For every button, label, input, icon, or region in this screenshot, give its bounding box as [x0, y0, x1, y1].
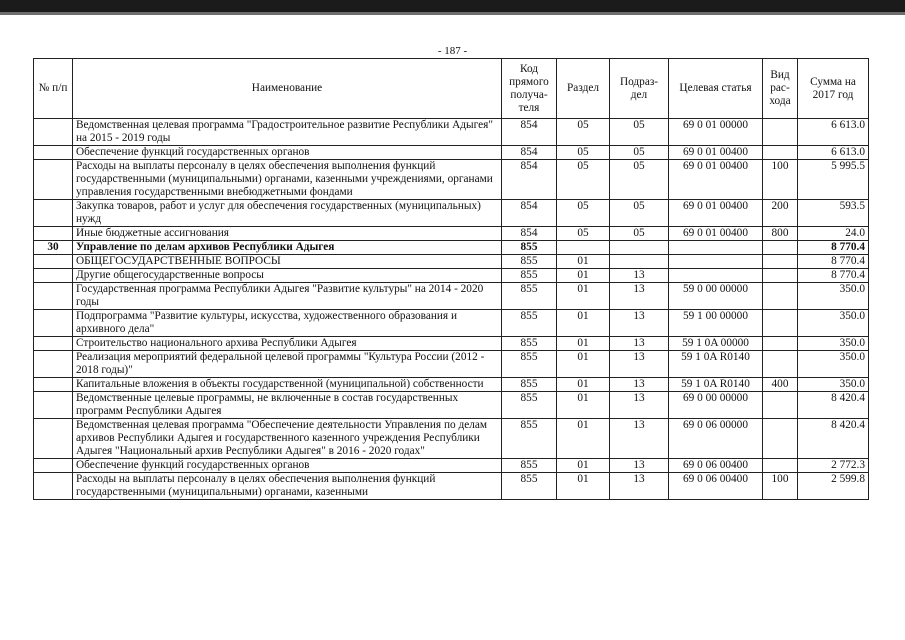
- cell-section: 05: [557, 146, 610, 160]
- cell-num: [34, 473, 73, 500]
- table-row: [34, 378, 869, 392]
- cell-sum: 350.0: [798, 310, 869, 337]
- cell-section: 01: [557, 283, 610, 310]
- cell-code: 854: [502, 200, 557, 227]
- cell-name: Государственная программа Республики Адыгея "Развитие культуры" на 2014 - 2020 годы: [73, 283, 502, 310]
- cell-code: 854: [502, 146, 557, 160]
- cell-code: 854: [502, 119, 557, 146]
- cell-type: [763, 241, 798, 255]
- cell-subsection: 13: [610, 283, 669, 310]
- cell-article: [669, 255, 763, 269]
- table-row: [34, 241, 869, 255]
- cell-section: 05: [557, 200, 610, 227]
- cell-num: [34, 146, 73, 160]
- cell-article: 59 1 00 00000: [669, 310, 763, 337]
- budget-table: [33, 58, 869, 500]
- cell-name: Обеспечение функций государственных органов: [73, 146, 502, 160]
- cell-article: 69 0 01 00400: [669, 200, 763, 227]
- cell-article: 69 0 06 00400: [669, 473, 763, 500]
- cell-subsection: 13: [610, 310, 669, 337]
- cell-subsection: [610, 255, 669, 269]
- table-row: [34, 269, 869, 283]
- cell-subsection: 05: [610, 200, 669, 227]
- cell-subsection: 13: [610, 351, 669, 378]
- cell-section: 05: [557, 119, 610, 146]
- cell-article: 59 1 0A 00000: [669, 337, 763, 351]
- cell-section: 05: [557, 227, 610, 241]
- cell-article: 69 0 00 00000: [669, 392, 763, 419]
- cell-code: 855: [502, 269, 557, 283]
- table-row: [34, 419, 869, 459]
- cell-name: Ведомственная целевая программа "Градостроительное развитие Республики Адыгея" на 2015 - 2019 годы: [73, 119, 502, 146]
- cell-type: [763, 255, 798, 269]
- cell-num: [34, 337, 73, 351]
- cell-type: 200: [763, 200, 798, 227]
- cell-subsection: 05: [610, 119, 669, 146]
- cell-type: 800: [763, 227, 798, 241]
- cell-type: [763, 351, 798, 378]
- cell-code: 855: [502, 310, 557, 337]
- cell-subsection: 13: [610, 269, 669, 283]
- header-type: Вид рас-хода: [763, 59, 798, 119]
- table-row: [34, 119, 869, 146]
- cell-type: 100: [763, 160, 798, 200]
- header-section: Раздел: [557, 59, 610, 119]
- cell-num: 30: [34, 241, 73, 255]
- cell-article: 59 0 00 00000: [669, 283, 763, 310]
- cell-section: 01: [557, 419, 610, 459]
- cell-code: 855: [502, 283, 557, 310]
- cell-article: 69 0 01 00400: [669, 160, 763, 200]
- table-row: [34, 283, 869, 310]
- header-num: № п/п: [34, 59, 73, 119]
- table-row: [34, 392, 869, 419]
- cell-name: Расходы на выплаты персоналу в целях обеспечения выполнения функций государственными (муниципальными) органами, казенными: [73, 473, 502, 500]
- cell-section: 01: [557, 473, 610, 500]
- cell-article: 59 1 0A R0140: [669, 351, 763, 378]
- cell-name: Ведомственные целевые программы, не включенные в состав государственных программ Республики Адыгея: [73, 392, 502, 419]
- cell-name: Иные бюджетные ассигнования: [73, 227, 502, 241]
- cell-name: Закупка товаров, работ и услуг для обеспечения государственных (муниципальных) нужд: [73, 200, 502, 227]
- cell-type: [763, 419, 798, 459]
- cell-num: [34, 269, 73, 283]
- cell-article: 69 0 01 00400: [669, 146, 763, 160]
- cell-sum: 6 613.0: [798, 146, 869, 160]
- cell-sum: 2 599.8: [798, 473, 869, 500]
- cell-section: 01: [557, 459, 610, 473]
- cell-sum: 6 613.0: [798, 119, 869, 146]
- cell-type: 400: [763, 378, 798, 392]
- cell-code: 855: [502, 419, 557, 459]
- cell-code: 855: [502, 337, 557, 351]
- cell-sum: 350.0: [798, 283, 869, 310]
- cell-section: 01: [557, 269, 610, 283]
- cell-type: [763, 337, 798, 351]
- cell-code: 855: [502, 378, 557, 392]
- cell-section: [557, 241, 610, 255]
- cell-name: Расходы на выплаты персоналу в целях обеспечения выполнения функций государственными (муниципальными) органами, казенными учреждениями, органами управления государственными внебюджетными фондами: [73, 160, 502, 200]
- cell-sum: 8 420.4: [798, 419, 869, 459]
- table-row: [34, 351, 869, 378]
- cell-sum: 8 770.4: [798, 269, 869, 283]
- cell-name: Подпрограмма "Развитие культуры, искусства, художественного образования и архивного дела": [73, 310, 502, 337]
- table-row: [34, 337, 869, 351]
- cell-subsection: 13: [610, 392, 669, 419]
- cell-type: [763, 283, 798, 310]
- cell-article: 69 0 06 00400: [669, 459, 763, 473]
- cell-subsection: [610, 241, 669, 255]
- cell-sum: 350.0: [798, 351, 869, 378]
- cell-num: [34, 119, 73, 146]
- cell-sum: 593.5: [798, 200, 869, 227]
- cell-article: 59 1 0A R0140: [669, 378, 763, 392]
- cell-sum: 350.0: [798, 378, 869, 392]
- cell-sum: 5 995.5: [798, 160, 869, 200]
- cell-code: 855: [502, 255, 557, 269]
- cell-num: [34, 283, 73, 310]
- cell-type: 100: [763, 473, 798, 500]
- cell-code: 855: [502, 459, 557, 473]
- cell-subsection: 05: [610, 146, 669, 160]
- cell-name: Капитальные вложения в объекты государственной (муниципальной) собственности: [73, 378, 502, 392]
- cell-num: [34, 227, 73, 241]
- cell-type: [763, 269, 798, 283]
- page-number: - 187 -: [437, 45, 468, 57]
- cell-sum: 350.0: [798, 337, 869, 351]
- cell-sum: 8 770.4: [798, 241, 869, 255]
- cell-subsection: 05: [610, 160, 669, 200]
- cell-name: Другие общегосударственные вопросы: [73, 269, 502, 283]
- cell-subsection: 13: [610, 473, 669, 500]
- cell-article: 69 0 01 00000: [669, 119, 763, 146]
- cell-code: 855: [502, 473, 557, 500]
- table-row: [34, 146, 869, 160]
- cell-code: 854: [502, 160, 557, 200]
- cell-type: [763, 119, 798, 146]
- cell-section: 01: [557, 392, 610, 419]
- table-row: [34, 310, 869, 337]
- table-row: [34, 255, 869, 269]
- table-row: [34, 459, 869, 473]
- cell-subsection: 05: [610, 227, 669, 241]
- cell-name: Управление по делам архивов Республики Адыгея: [73, 241, 502, 255]
- cell-name: Ведомственная целевая программа "Обеспечение деятельности Управления по делам архивов Республики Адыгея и государственного казенного учреждения Республики Адыгея "Национальный архив Республики Адыгея" в 2016 - 2020 годах": [73, 419, 502, 459]
- cell-num: [34, 378, 73, 392]
- header-subsection: Подраз-дел: [610, 59, 669, 119]
- scan-top-edge: [0, 0, 905, 12]
- cell-num: [34, 200, 73, 227]
- cell-section: 01: [557, 337, 610, 351]
- cell-section: 01: [557, 351, 610, 378]
- cell-subsection: 13: [610, 337, 669, 351]
- cell-section: 01: [557, 255, 610, 269]
- cell-sum: 8 770.4: [798, 255, 869, 269]
- cell-article: 69 0 06 00000: [669, 419, 763, 459]
- cell-num: [34, 310, 73, 337]
- header-article: Целевая статья: [669, 59, 763, 119]
- table-header: [34, 59, 869, 119]
- table-body: [34, 119, 869, 500]
- cell-sum: 2 772.3: [798, 459, 869, 473]
- cell-section: 01: [557, 378, 610, 392]
- cell-article: [669, 241, 763, 255]
- cell-section: 05: [557, 160, 610, 200]
- cell-type: [763, 459, 798, 473]
- cell-type: [763, 392, 798, 419]
- cell-num: [34, 392, 73, 419]
- cell-subsection: 13: [610, 459, 669, 473]
- cell-article: 69 0 01 00400: [669, 227, 763, 241]
- cell-name: ОБЩЕГОСУДАРСТВЕННЫЕ ВОПРОСЫ: [73, 255, 502, 269]
- cell-num: [34, 459, 73, 473]
- cell-type: [763, 146, 798, 160]
- header-code: Код прямого получа-теля: [502, 59, 557, 119]
- cell-section: 01: [557, 310, 610, 337]
- cell-subsection: 13: [610, 419, 669, 459]
- cell-type: [763, 310, 798, 337]
- cell-name: Строительство национального архива Республики Адыгея: [73, 337, 502, 351]
- cell-code: 855: [502, 351, 557, 378]
- header-name: Наименование: [73, 59, 502, 119]
- cell-sum: 8 420.4: [798, 392, 869, 419]
- table-row: [34, 227, 869, 241]
- table-row: [34, 200, 869, 227]
- table-row: [34, 160, 869, 200]
- cell-subsection: 13: [610, 378, 669, 392]
- cell-code: 855: [502, 392, 557, 419]
- cell-name: Реализация мероприятий федеральной целевой программы "Культура России (2012 - 2018 годы)": [73, 351, 502, 378]
- cell-name: Обеспечение функций государственных органов: [73, 459, 502, 473]
- cell-num: [34, 160, 73, 200]
- header-sum: Сумма на 2017 год: [798, 59, 869, 119]
- cell-article: [669, 269, 763, 283]
- cell-code: 855: [502, 241, 557, 255]
- cell-code: 854: [502, 227, 557, 241]
- table-row: [34, 473, 869, 500]
- cell-num: [34, 351, 73, 378]
- cell-num: [34, 255, 73, 269]
- cell-sum: 24.0: [798, 227, 869, 241]
- cell-num: [34, 419, 73, 459]
